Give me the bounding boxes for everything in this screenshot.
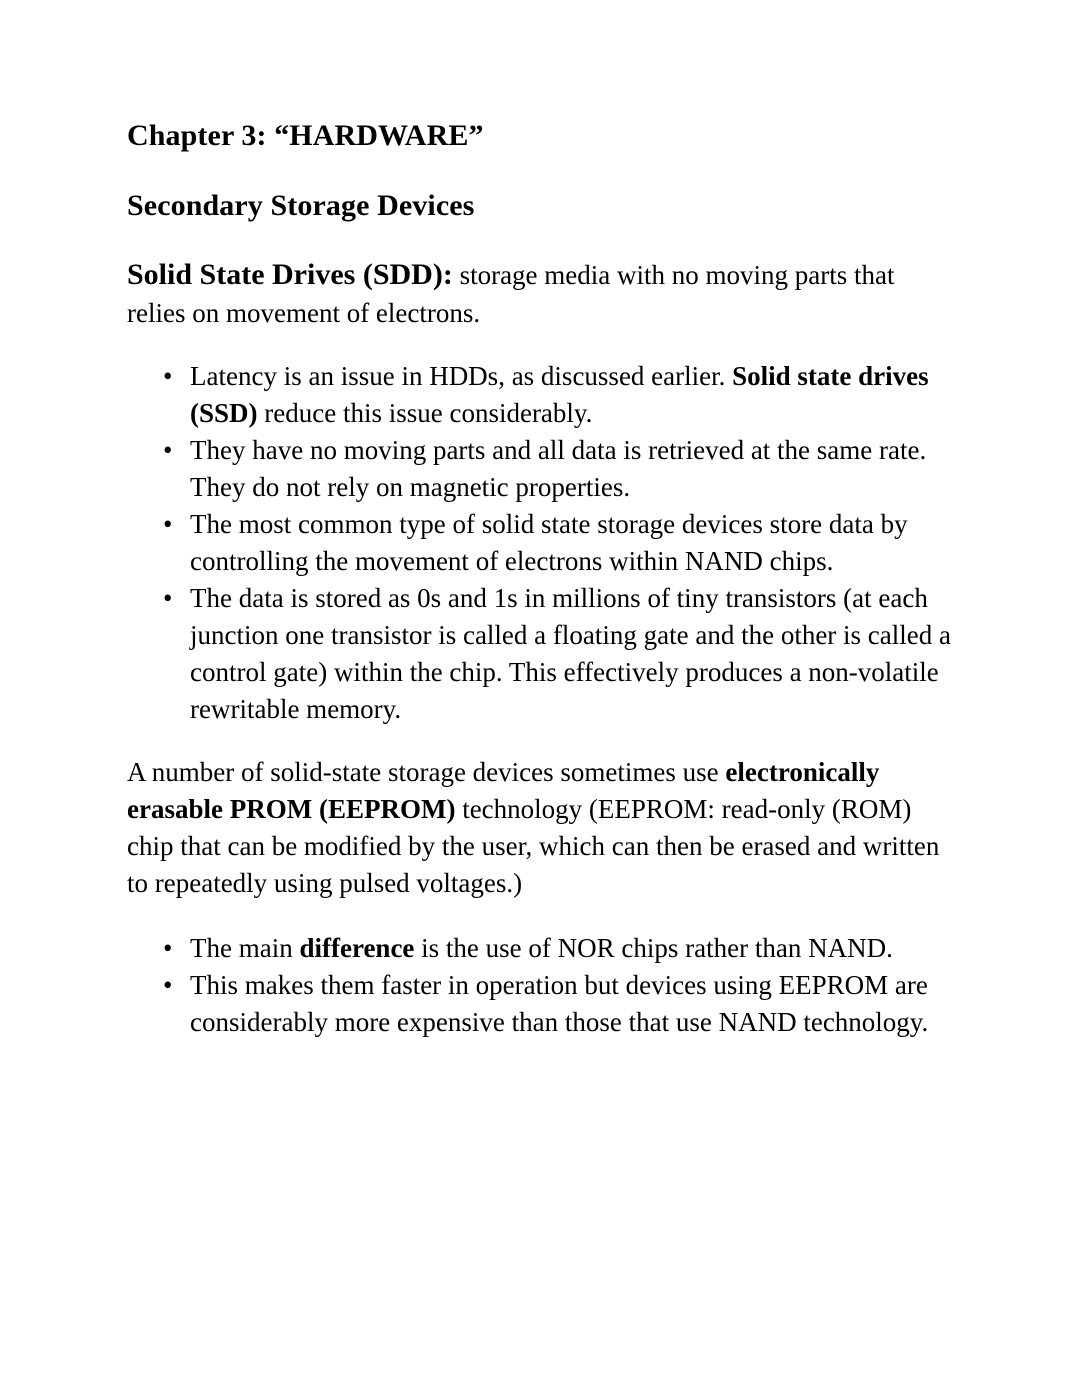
list-item-text-before: The main — [190, 933, 300, 963]
bullet-icon: • — [163, 361, 173, 391]
list-item-text-before: The data is stored as 0s and 1s in millions of tiny transistors (at each junction one transistor is called a floating gate and the other is called a control gate) within the chip. This effectively produces a non-volatile rewritable memory. — [190, 583, 951, 724]
list-item — [127, 967, 955, 1041]
list-item-text-after: reduce this issue considerably. — [257, 398, 593, 428]
list-item — [127, 358, 955, 432]
list-item — [127, 506, 955, 580]
bullet-icon: • — [163, 435, 173, 465]
bullet-icon: • — [163, 933, 173, 963]
eeprom-text-after: technology (EEPROM: read-only (ROM) chip that can be modified by the user, which can then be erased and written to repeatedly using pulsed voltages.) — [127, 794, 940, 898]
list-item — [127, 432, 955, 506]
eeprom-paragraph — [127, 754, 955, 902]
eeprom-bullet-list — [127, 930, 955, 1041]
list-item-text-bold: Solid state drives (SSD) — [190, 361, 929, 428]
list-item-text-before: Latency is an issue in HDDs, as discussed earlier. — [190, 361, 733, 391]
list-item — [127, 930, 955, 967]
list-item-text-before: The most common type of solid state storage devices store data by controlling the movement of electrons within NAND chips. — [190, 509, 908, 576]
definition-text: storage media with no moving parts that relies on movement of electrons. — [127, 260, 895, 328]
bullet-icon: • — [163, 970, 173, 1000]
list-item-text-before: They have no moving parts and all data is retrieved at the same rate. They do not rely on magnetic properties. — [190, 435, 927, 502]
bullet-icon: • — [163, 583, 173, 613]
definition-paragraph — [127, 256, 955, 332]
list-item-text-bold: difference — [299, 933, 415, 963]
eeprom-text-before: A number of solid-state storage devices sometimes use — [127, 757, 726, 787]
chapter-heading: Chapter 3: “HARDWARE” — [127, 119, 484, 152]
section-heading: Secondary Storage Devices — [127, 189, 475, 222]
ssd-bullet-list — [127, 358, 955, 728]
definition-term: Solid State Drives (SDD): — [127, 258, 453, 291]
list-item — [127, 580, 955, 728]
bullet-icon: • — [163, 509, 173, 539]
list-item-text-after: is the use of NOR chips rather than NAND. — [414, 933, 893, 963]
list-item-text-before: This makes them faster in operation but devices using EEPROM are considerably more expensive than those that use NAND technology. — [190, 970, 929, 1037]
eeprom-text-bold: electronically erasable PROM (EEPROM) — [127, 757, 880, 824]
